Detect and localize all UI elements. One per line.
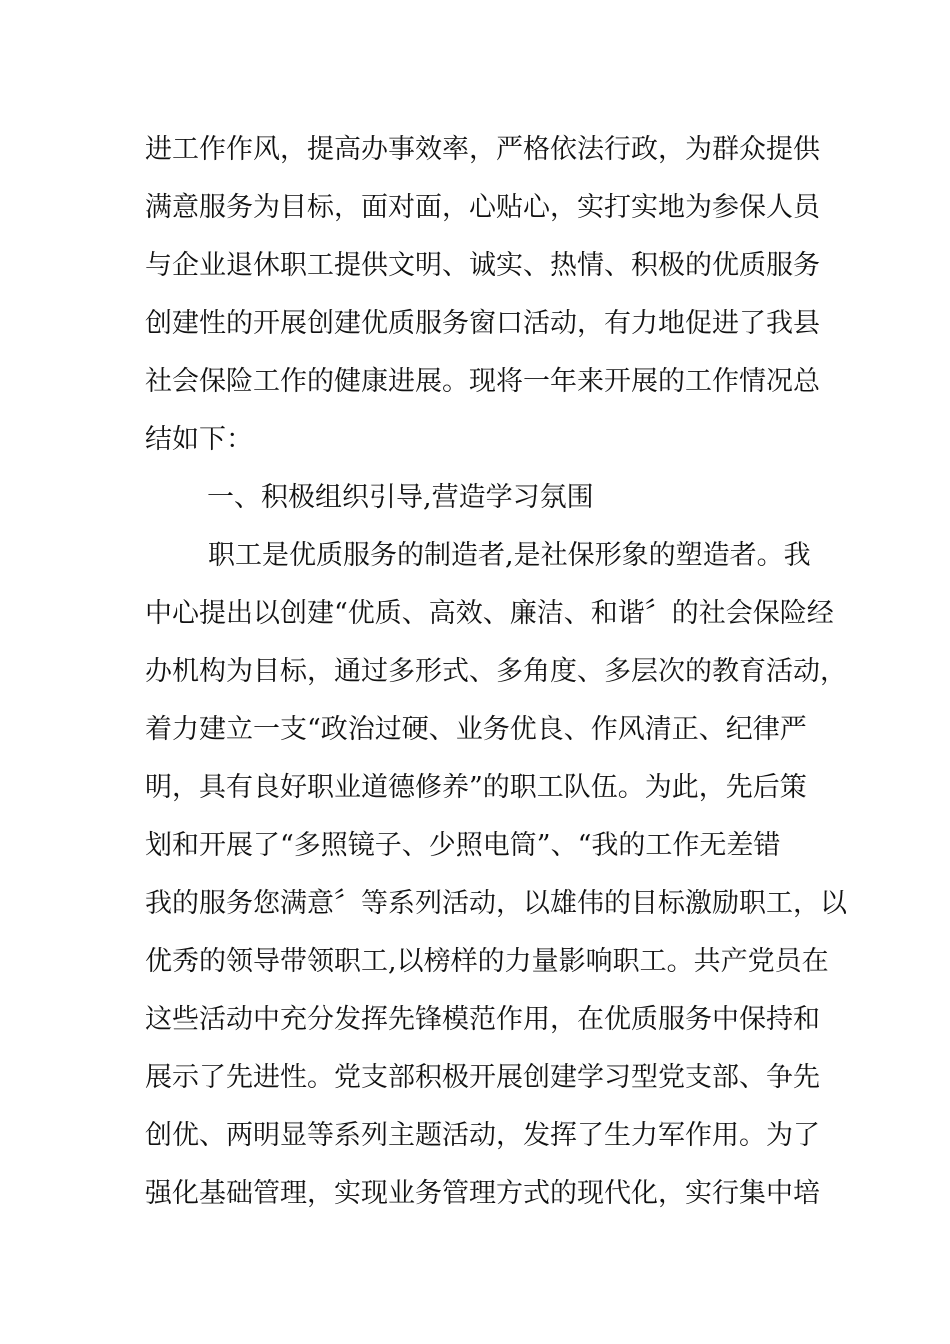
body-text-line: 社会保险工作的健康进展。现将一年来开展的工作情况总 [145, 366, 820, 397]
body-text-line: 创建性的开展创建优质服务窗口活动，有力地促进了我县 [145, 308, 820, 339]
body-text-line: 创优、两明显等系列主题活动，发挥了生力军作用。为了 [145, 1120, 820, 1151]
body-text-line: 明，具有良好职业道德修养”的职工队伍。为此，先后策 [145, 772, 807, 803]
body-text-line: 强化基础管理，实现业务管理方式的现代化，实行集中培 [145, 1178, 820, 1209]
body-text-line: 中心提出以创建“优质、高效、廉洁、和谐〞的社会保险经 [145, 598, 834, 629]
body-text-line: 与企业退休职工提供文明、诚实、热情、积极的优质服务 [145, 250, 820, 281]
body-text-line: 办机构为目标，通过多形式、多角度、多层次的教育活动， [145, 656, 847, 687]
body-text-line: 划和开展了“多照镜子、少照电筒”、“我的工作无差错 [145, 830, 781, 861]
body-text-line: 这些活动中充分发挥先锋模范作用，在优质服务中保持和 [145, 1004, 820, 1035]
paragraph-first-line: 职工是优质服务的制造者,是社保形象的塑造者。我 [208, 540, 811, 571]
body-text-line: 进工作作风，提高办事效率，严格依法行政，为群众提供 [145, 134, 820, 165]
body-text-line: 展示了先进性。党支部积极开展创建学习型党支部、争先 [145, 1062, 820, 1093]
body-text-line: 结如下： [145, 424, 253, 455]
section-heading: 一、积极组织引导,营造学习氛围 [207, 482, 594, 513]
body-text-line: 我的服务您满意〞等系列活动，以雄伟的目标激励职工，以 [145, 888, 847, 919]
body-text-line: 满意服务为目标，面对面，心贴心，实打实地为参保人员 [145, 192, 820, 223]
body-text-line: 着力建立一支“政治过硬、业务优良、作风清正、纪律严 [145, 714, 807, 745]
body-text-line: 优秀的领导带领职工,以榜样的力量影响职工。共产党员在 [145, 946, 829, 977]
